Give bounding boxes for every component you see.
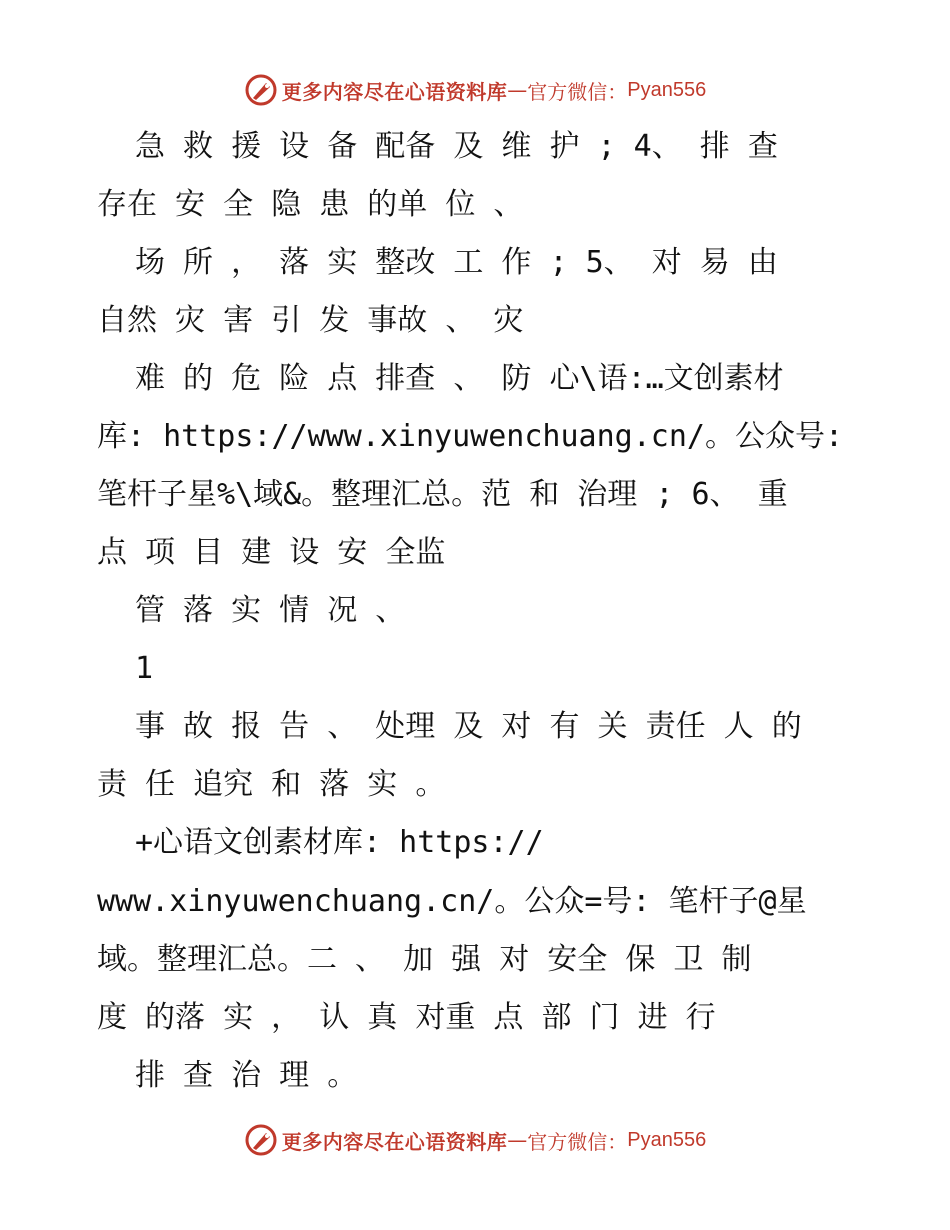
header-watermark [0,70,950,110]
body-line: 度 的落 实 ， 认 真 对重 点 部 门 进 行 [97,1000,716,1035]
body-line: 责 任 追究 和 落 实 。 [97,767,446,802]
pen-nib-icon [244,1123,278,1157]
footer-watermark [0,1120,950,1160]
page-number: 1 [135,651,154,686]
body-line: 场 所 ， 落 实 整改 工 作 ; 5、 对 易 由 [135,245,778,280]
body-line: 存在 安 全 隐 患 的单 位 、 [97,187,524,222]
watermark-wechat-id: Pyan556 [627,1128,707,1151]
watermark-text: 更多内容尽在心语资料库 [281,79,508,104]
body-line: www.xinyuwenchuang.cn/。公众=号: 笔杆子@星 [97,884,807,919]
body-line: 库: https://www.xinyuwenchuang.cn/。公众号: [97,419,844,454]
body-line: 排 查 治 理 。 [135,1058,358,1093]
body-line: +心语文创素材库: https:// [135,825,544,860]
watermark-separator: — [507,78,528,102]
body-line: 管 落 实 情 况 、 [135,593,406,628]
watermark-wechat-label: 官方微信： [527,1129,628,1154]
pen-nib-icon [244,73,278,107]
watermark-wechat-label: 官方微信： [527,79,628,104]
body-line: 急 救 援 设 备 配备 及 维 护 ; 4、 排 查 [135,129,778,164]
body-line: 自然 灾 害 引 发 事故 、 灾 [97,303,524,338]
watermark-separator: — [507,1128,528,1152]
body-line: 点 项 目 建 设 安 全监 [97,535,446,570]
body-line: 笔杆子星%\域&。整理汇总。范 和 治理 ; 6、 重 [97,477,788,512]
watermark-text: 更多内容尽在心语资料库 [281,1129,508,1154]
body-line: 域。整理汇总。二 、 加 强 对 安全 保 卫 制 [97,942,752,977]
watermark-wechat-id: Pyan556 [627,78,707,101]
body-line: 事 故 报 告 、 处理 及 对 有 关 责任 人 的 [135,709,802,744]
body-line: 难 的 危 险 点 排查 、 防 心\语:…文创素材 [135,361,784,396]
